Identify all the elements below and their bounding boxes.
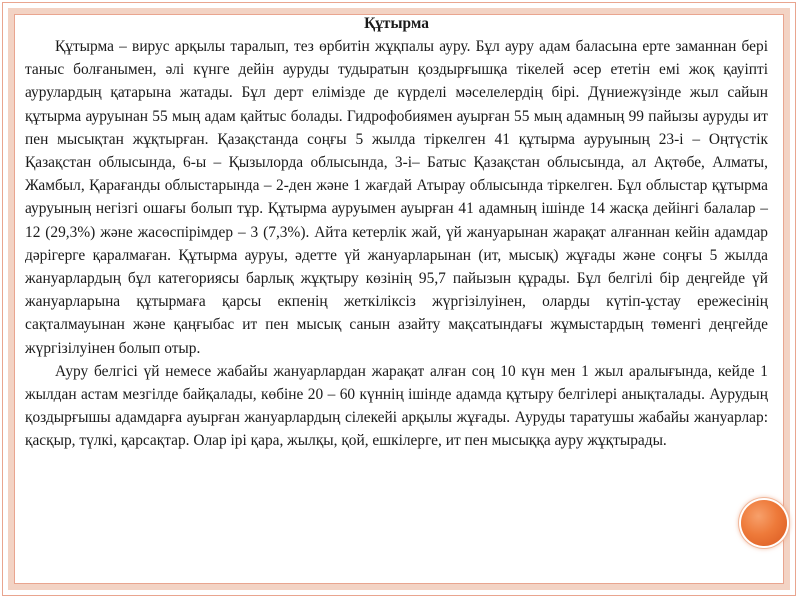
- decorative-orb: [741, 500, 787, 546]
- slide-title: Құтырма: [364, 15, 429, 32]
- paragraph-1: Құтырма – вирус арқылы таралып, тез өрбитін жұқпалы ауру. Бұл ауру адам баласына ерте заманнан бері таныс болғанымен, әлі күнге дейін ауруды тудыратын қоздырғышқа тікелей әсер ететін емі жоқ қауіпті аурулардың қатарына жатады. Бұл дерт елімізде де күрделі мәселелердің бірі. Дүниежүзінде жыл сайын құтырма ауруынан 55 мың адам қайтыс болады. Гидрофобиямен ауырған 55 мың адамның 99 пайызы ауруды ит пен мысықтан жұқтырған. Қазақстанда соңғы 5 жылда тіркелген 41 құтырма ауруының 23-і – Оңтүстік Қазақстан облысында, 6-ы – Қызылорда облысында, 3-і– Батыс Қазақстан облысында, ал Ақтөбе, Алматы, Жамбыл, Қарағанды облыстарында – 2-ден және 1 жағдай Атырау облысында тіркелген. Бұл облыстар құтырма ауруының негізгі ошағы болып тұр. Құтырма ауруымен ауырған 41 адамның ішінде 14 жасқа дейінгі балалар – 12 (29,3%) және жасөспірімдер – 3 (7,3%). Айта кетерлік жай, үй жануарынан жарақат алғаннан кейін адамдар дәрігерге қаралмаған. Құтырма ауруы, әдетте үй жануарларынан (ит, мысық) жұғады және соңғы 5 жылда жануарлардың бұл категориясы барлық жұқтыру көзінің 95,7 пайызын құрады. Бұл белгілі бір деңгейде үй жануарларына құтырмаға қарсы екпенің жеткіліксіз жүргізілуінен, оларды күтіп-ұстау ережесінің сақталмауынан және қаңғыбас ит пен мысық санын азайту мақсатындағы жұмыстардың төменгі деңгейде жүргізілуінен болып отыр.: [25, 38, 768, 357]
- paragraph-2: Ауру белгісі үй немесе жабайы жануарлардан жарақат алған соң 10 күн мен 1 жыл аралығында, кейде 1 жылдан астам мезгілде байқалады, көбіне 20 – 60 күннің ішінде адамда құтыру белгілері анықталады. Аурудың қоздырғышы адамдарға ауырған жануарлардың сілекейі арқылы жұғады. Ауруды таратушы жабайы жануарлар: қасқыр, түлкі, қарсақтар. Олар ірі қара, жылқы, қой, ешкілерге, ит пен мысыққа ауру жұқтырады.: [25, 362, 768, 450]
- slide-content: [25, 12, 768, 453]
